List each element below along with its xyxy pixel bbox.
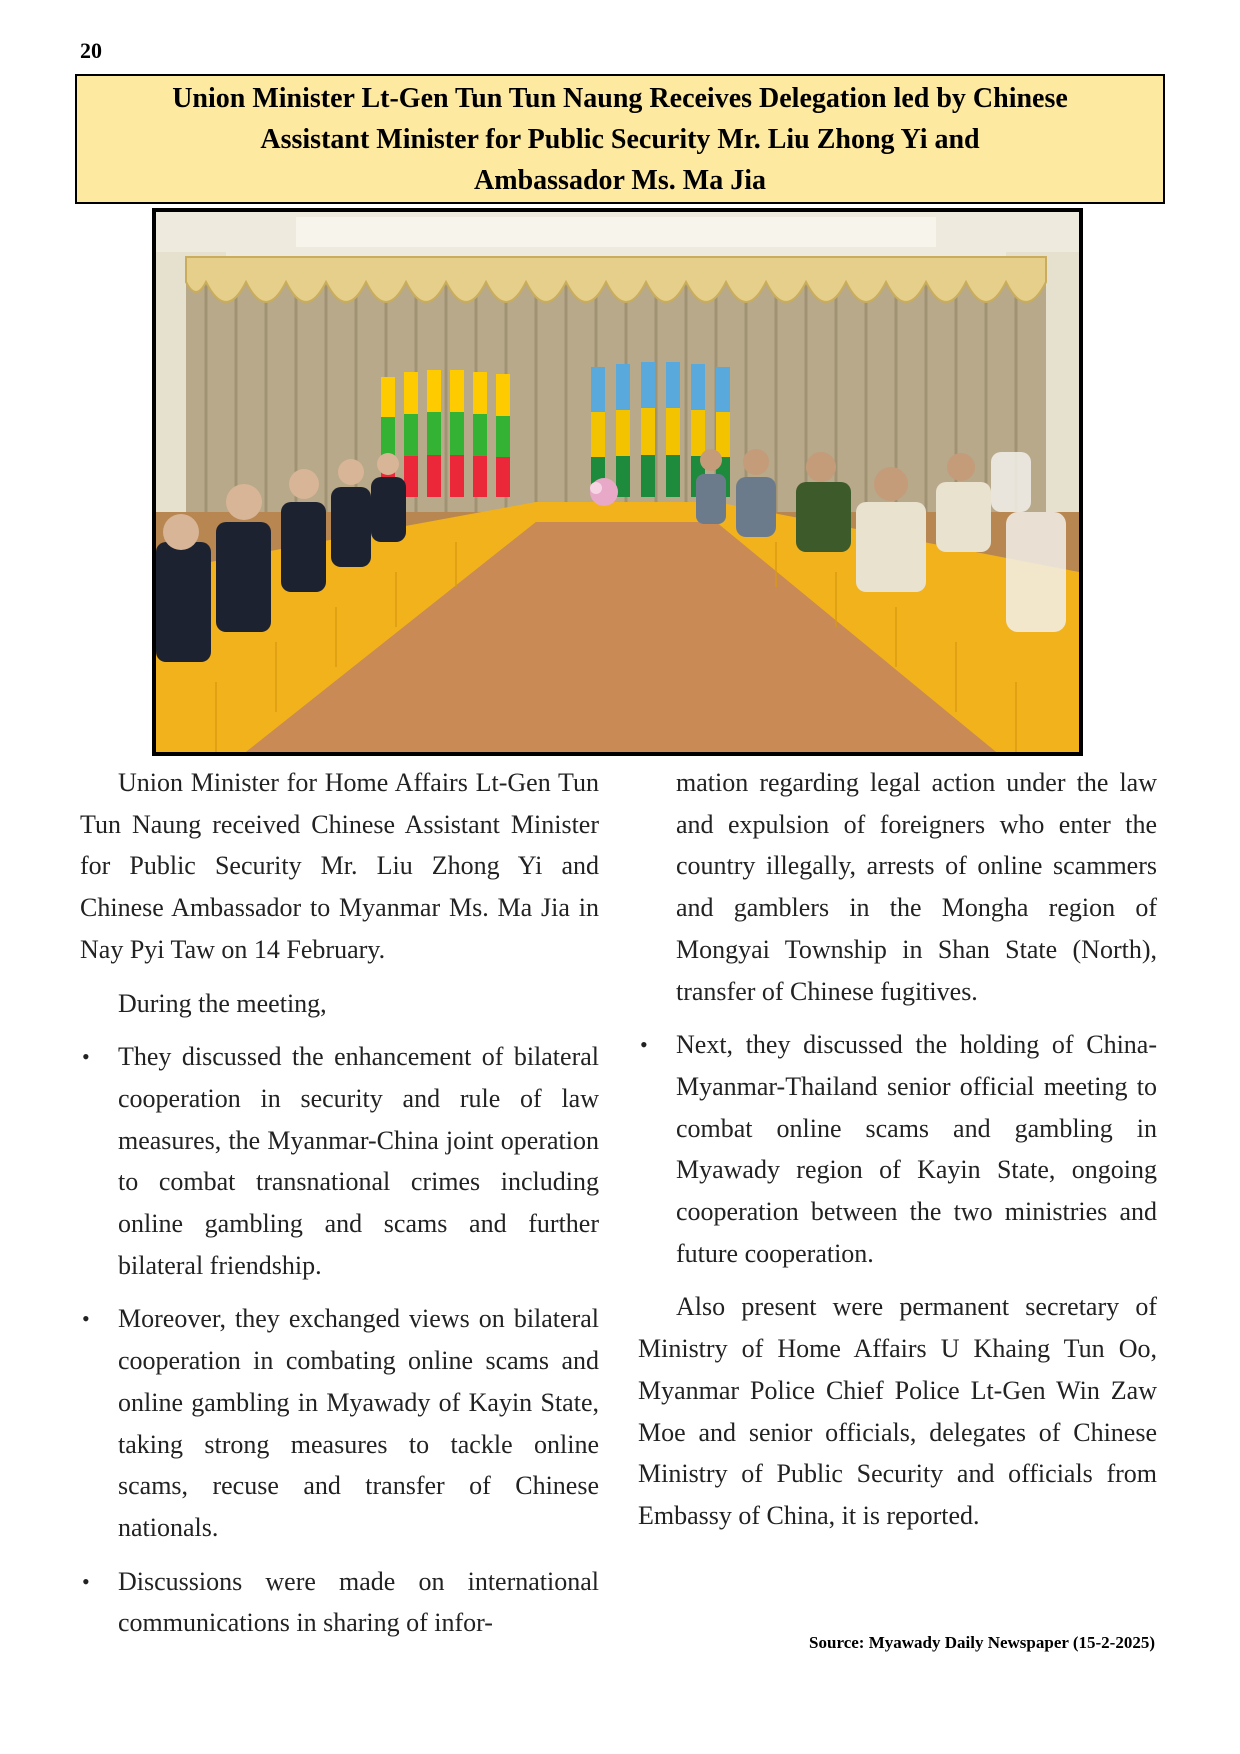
article-title-box — [75, 74, 1165, 204]
bullet-dot-icon: • — [640, 1032, 648, 1058]
discussion-bullet — [80, 1036, 599, 1286]
meeting-lead-paragraph: During the meeting, — [118, 988, 327, 1018]
bullet-dot-icon: • — [82, 1306, 90, 1332]
discussion-bullet-text: They discussed the enhancement of bilateral cooperation in security and rule of law measures, the Myanmar-China joint operation to combat transnational crimes including online gambling and scams and further bilateral friendship. — [118, 1042, 599, 1280]
bullet-dot-icon: • — [82, 1568, 90, 1594]
article-title-line: Assistant Minister for Public Security Mr. Liu Zhong Yi and — [260, 123, 980, 155]
discussion-bullet-text: Moreover, they exchanged views on bilateral cooperation in combating online scams and online gambling in Myawady of Kayin State, taking strong measures to tackle online scams, recuse and transfer of Chinese nationals. — [118, 1304, 599, 1542]
discussion-bullet-text: Discussions were made on international communications in sharing of infor- — [118, 1566, 599, 1638]
article-intro-paragraph: Union Minister for Home Affairs Lt-Gen Tun Tun Naung received Chinese Assistant Minister for Public Security Mr. Liu Zhong Yi and Chinese Ambassador to Myanmar Ms. Ma Jia in Nay Pyi Taw on 14 February. — [80, 768, 599, 964]
article-column-left — [80, 762, 599, 1656]
discussion-bullet-text: Next, they discussed the holding of China-Myanmar-Thailand senior official meeting to combat online scams and gambling in Myawady region of Kayin State, ongoing cooperation between the two ministries and future cooperation. — [676, 1030, 1157, 1268]
page-number: 20 — [80, 38, 102, 63]
discussion-bullet — [638, 1024, 1157, 1274]
bullet-continuation-paragraph: mation regarding legal action under the law and expulsion of foreigners who enter the country illegally, arrests of online scammers and gamblers in the Mongha region of Mongyai Township in Shan State (North), transfer of Chinese fugitives. — [676, 768, 1157, 1006]
article-title-line: Ambassador Ms. Ma Jia — [474, 164, 766, 196]
bullet-dot-icon: • — [82, 1044, 90, 1070]
meeting-photo — [152, 208, 1083, 756]
article-title-line: Union Minister Lt-Gen Tun Tun Naung Receives Delegation led by Chinese — [172, 82, 1068, 114]
meeting-photo-illustration — [156, 212, 1079, 752]
source-citation: Source: Myawady Daily Newspaper (15-2-2025) — [809, 1633, 1155, 1652]
article-column-right — [638, 762, 1157, 1549]
discussion-bullet — [80, 1298, 599, 1548]
closing-paragraph: Also present were permanent secretary of Ministry of Home Affairs U Khaing Tun Oo, Myanmar Police Chief Police Lt-Gen Win Zaw Moe and senior officials, delegates of Chinese Ministry of Public Security and officials from Embassy of China, it is reported. — [638, 1292, 1157, 1530]
discussion-bullet — [80, 1561, 599, 1644]
